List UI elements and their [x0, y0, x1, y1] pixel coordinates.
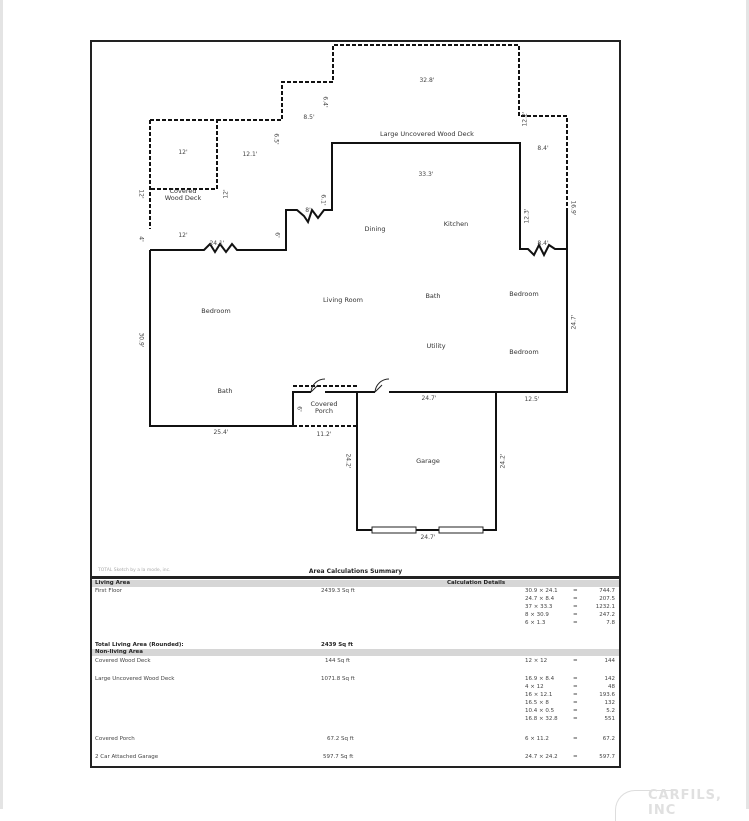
covered-porch-area: 67.2 Sq ft	[327, 736, 354, 742]
calc-val: 247.2	[599, 612, 615, 618]
total-living-label: Total Living Area (Rounded):	[95, 642, 184, 648]
living-area-header	[92, 580, 619, 587]
room-large-deck: Large Uncovered Wood Deck	[380, 130, 474, 138]
calc-eq: =	[573, 736, 578, 742]
calc-expr: 10.4 × 0.5	[525, 708, 555, 714]
dim-garage-left: 24.2'	[344, 453, 352, 469]
calc-details-header-label: Calculation Details	[447, 580, 506, 586]
calc-val: 1232.1	[595, 604, 615, 610]
non-living-header-label: Non-living Area	[95, 649, 143, 655]
large-deck-label: Large Uncovered Wood Deck	[95, 676, 175, 682]
viewer-edge-left	[0, 0, 3, 809]
garage-area: 597.7 Sq ft	[323, 754, 354, 760]
room-bath-left: Bath	[217, 387, 233, 395]
dim-deck-right-v: 12.2'	[521, 111, 529, 127]
calc-expr: 16 × 12.1	[525, 692, 553, 698]
calc-expr: 6 × 1.3	[525, 620, 546, 626]
room-garage: Garage	[416, 457, 440, 465]
room-covered-porch-line1: Covered	[310, 400, 338, 408]
dim-house-step-6: 6'	[273, 232, 281, 238]
room-utility: Utility	[426, 342, 446, 350]
calc-expr: 37 × 33.3	[525, 604, 553, 610]
calc-val: 207.5	[599, 596, 615, 602]
dim-house-step-61: 6.1'	[319, 194, 327, 206]
dim-house-top: 33.3'	[418, 171, 434, 178]
floor-plan-page	[90, 40, 621, 768]
room-bath-center: Bath	[425, 292, 441, 300]
room-bedroom-left: Bedroom	[201, 307, 231, 315]
calc-expr: 4 × 12	[525, 684, 544, 690]
dim-deck-right-v2: 16.9'	[569, 200, 577, 216]
watermark-text: CARFILS, INC	[648, 788, 722, 818]
dim-house-bottom-right: 12.5'	[524, 396, 540, 403]
dim-house-step-8: 8'	[305, 207, 311, 214]
dim-garage-bottom: 24.7'	[420, 534, 436, 541]
calc-val: 597.7	[599, 754, 615, 760]
calc-eq: =	[573, 700, 578, 706]
calc-val: 193.6	[599, 692, 615, 698]
dim-house-right-v2: 24.7'	[570, 314, 578, 330]
total-living-area: 2439 Sq ft	[321, 642, 354, 648]
calc-expr: 24.7 × 8.4	[525, 596, 555, 602]
calc-eq: =	[573, 676, 578, 682]
dim-deck-step-v2: 6.5'	[272, 133, 280, 145]
calc-val: 142	[604, 676, 615, 682]
calc-expr: 12 × 12	[525, 658, 548, 664]
dim-house-right-h: 8.4'	[537, 240, 549, 247]
calc-expr: 24.7 × 24.2	[525, 754, 558, 760]
dim-cov-deck-bottom: 12'	[178, 232, 188, 239]
dim-left-4: 4'	[137, 236, 145, 242]
dim-deck-step-h: 8.5'	[303, 114, 315, 121]
living-area-header-label: Living Area	[95, 580, 131, 586]
large-deck-area: 1071.8 Sq ft	[321, 676, 355, 682]
calc-val: 67.2	[602, 736, 615, 742]
room-bedroom-right-top: Bedroom	[509, 290, 539, 298]
calc-eq: =	[573, 596, 578, 602]
calc-val: 744.7	[599, 588, 615, 594]
calc-eq: =	[573, 708, 578, 714]
calc-eq: =	[573, 612, 578, 618]
covered-porch-label: Covered Porch	[95, 736, 135, 742]
calc-val: 132	[604, 700, 615, 706]
non-living-header	[92, 649, 619, 656]
calc-expr: 8 × 30.9	[525, 612, 549, 618]
calc-expr: 16.8 × 32.8	[525, 716, 558, 722]
calc-val: 5.2	[606, 708, 615, 714]
room-covered-deck-line2: Wood Deck	[164, 194, 202, 202]
first-floor-label: First Floor	[95, 588, 123, 594]
calc-expr: 16.5 × 8	[525, 700, 549, 706]
calc-eq: =	[573, 692, 578, 698]
floor-plan-sketch	[92, 42, 623, 577]
dim-porch-bottom: 11.2'	[316, 431, 332, 438]
calc-eq: =	[573, 588, 578, 594]
dim-cov-deck-top: 12'	[178, 149, 188, 156]
dim-cov-deck-left: 12'	[137, 189, 145, 199]
dim-house-bottom-left: 25.4'	[213, 429, 229, 436]
dim-deck-top: 32.8'	[419, 77, 435, 84]
section-divider	[92, 576, 619, 579]
calc-val: 144	[604, 658, 615, 664]
dim-house-right-v: 12.3'	[523, 208, 531, 224]
dim-deck-left-h: 12.1'	[242, 151, 258, 158]
calc-eq: =	[573, 604, 578, 610]
calc-val: 48	[608, 684, 615, 690]
room-dining: Dining	[364, 225, 386, 233]
summary-title: Area Calculations Summary	[308, 568, 403, 575]
calc-expr: 30.9 × 24.1	[525, 588, 558, 594]
dim-porch-left: 6'	[295, 406, 303, 412]
room-covered-porch-line2: Porch	[315, 407, 333, 415]
room-bedroom-right-bottom: Bedroom	[509, 348, 539, 356]
room-living-room: Living Room	[323, 296, 363, 304]
dim-cov-deck-right: 12'	[222, 189, 230, 199]
calc-eq: =	[573, 658, 578, 664]
calc-val: 551	[604, 716, 615, 722]
floor-plan-drawing	[92, 42, 623, 577]
room-kitchen: Kitchen	[443, 220, 469, 228]
copyright-text: TOTAL Sketch by a la mode, inc.	[98, 568, 171, 573]
dim-house-left-h: 24.1'	[209, 240, 225, 247]
covered-wood-deck-label: Covered Wood Deck	[95, 658, 151, 664]
dim-garage-right: 24.2'	[499, 453, 507, 469]
dim-garage-top: 24.7'	[421, 395, 437, 402]
dim-house-left-v: 30.9'	[137, 332, 145, 348]
calc-expr: 6 × 11.2	[525, 736, 549, 742]
dim-deck-right-h: 8.4'	[537, 145, 549, 152]
calc-eq: =	[573, 620, 578, 626]
calc-eq: =	[573, 684, 578, 690]
dim-deck-step-v1: 6.4'	[321, 96, 329, 108]
room-covered-deck-line1: Covered	[169, 187, 197, 195]
first-floor-area: 2439.3 Sq ft	[321, 588, 355, 594]
garage-label: 2 Car Attached Garage	[95, 754, 159, 760]
calc-expr: 16.9 × 8.4	[525, 676, 555, 682]
calc-val: 7.8	[606, 620, 615, 626]
covered-wood-deck-area: 144 Sq ft	[325, 658, 350, 664]
calc-eq: =	[573, 716, 578, 722]
calc-eq: =	[573, 754, 578, 760]
